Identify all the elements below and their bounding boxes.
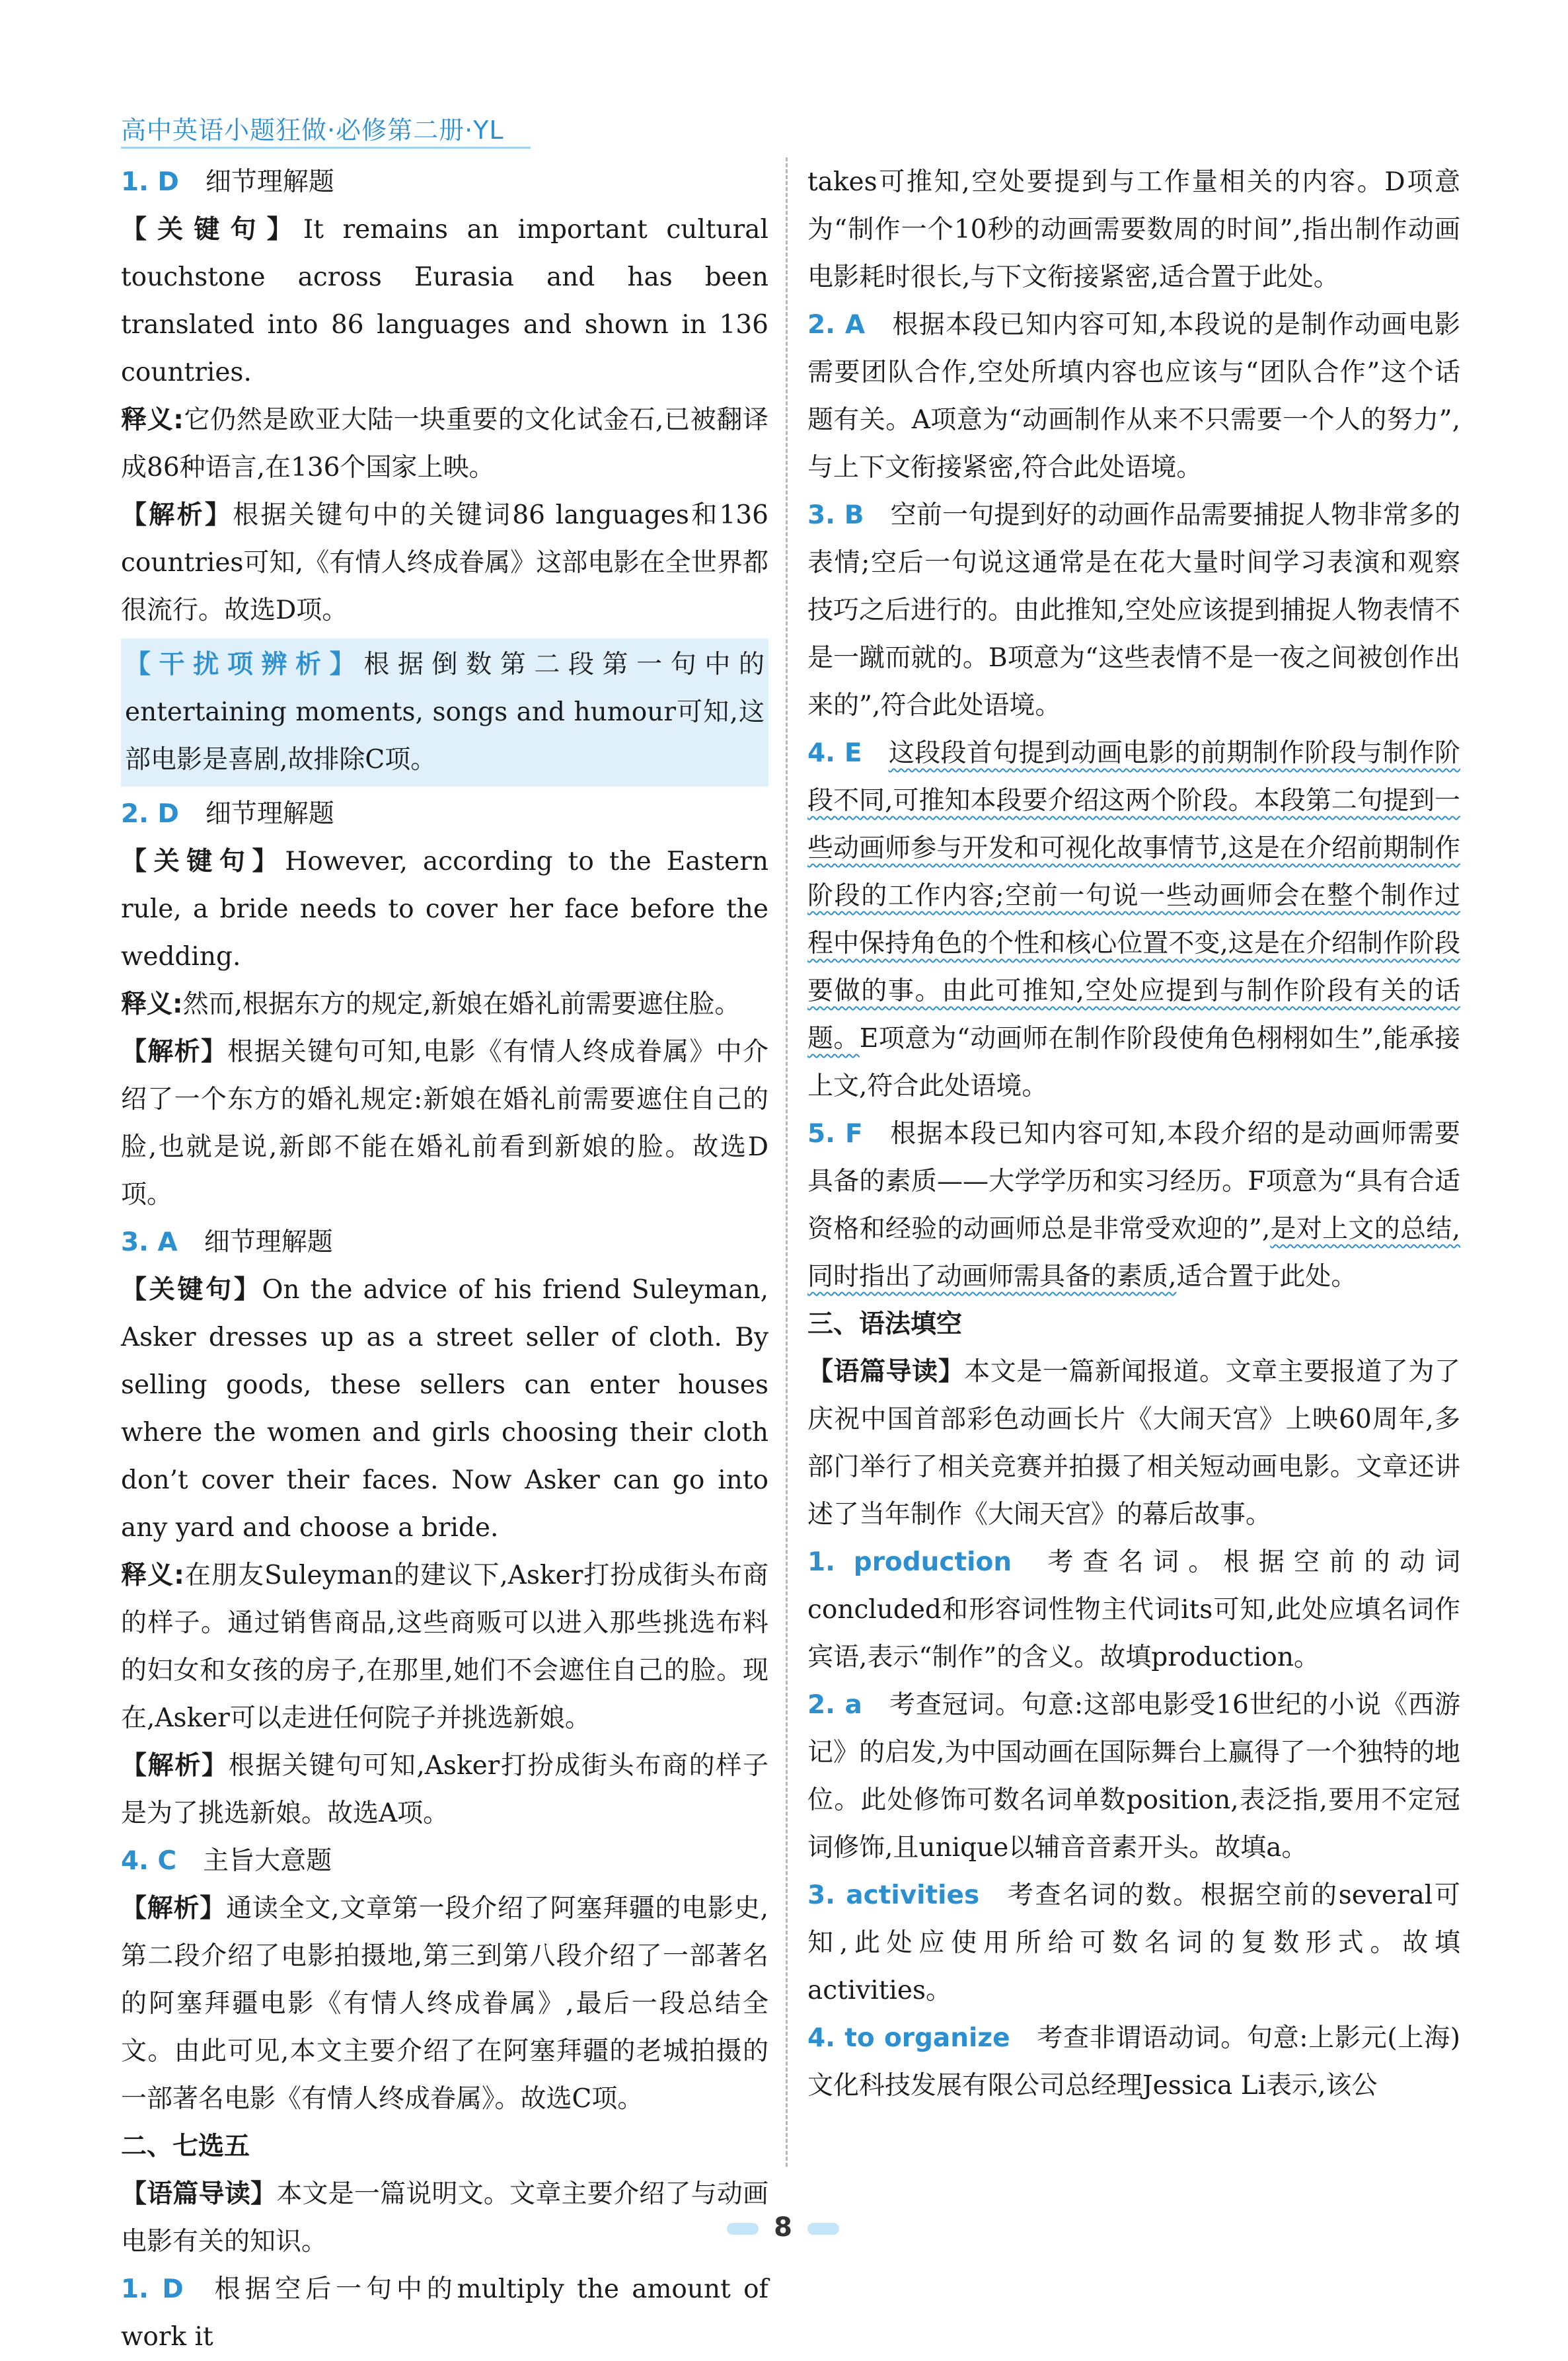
running-header: 高中英语小题狂做·必修第二册·YL [121,116,504,145]
q4-analysis: 【解析】通读全文,文章第一段介绍了阿塞拜疆的电影史,第二段介绍了电影拍摄地,第三到第八段介绍了一部著名的阿塞拜疆电影《有情人终成眷属》,最后一段总结全文。由此可见,本文主要介绍了在阿塞拜疆的老城拍摄的一部著名电影《有情人终成眷属》。故选C项。 [121,1894,768,2114]
distractor-box: 【干扰项辨析】根据倒数第二段第一句中的entertaining moments, songs and humour可知,这部电影是喜剧,故排除C项。 [121,639,768,787]
section-3-guide: 【语篇导读】本文是一篇新闻报道。文章主要报道了为了庆祝中国首部彩色动画长片《大闹天宫》上映60周年,多部门举行了相关竞赛并拍摄了相关短动画电影。文章还讲述了当年制作《大闹天宫》的幕后故事。 [807,1357,1460,1529]
g-q3: 3. activities 考查名词的数。根据空前的several可知,此处应使用所给可数名词的复数形式。故填activities。 [807,1880,1461,2005]
translation-tag: 释义: [121,405,184,435]
section-3-title: 三、语法填空 [807,1309,963,1339]
right-column [807,159,1460,2110]
q1-translation: 释义:它仍然是欧亚大陆一块重要的文化试金石,已被翻译成86种语言,在136个国家上映。 [121,405,768,483]
analysis-tag: 【解析】 [121,500,233,530]
section-2-guide: 【语篇导读】本文是一篇说明文。文章主要介绍了与动画电影有关的知识。 [121,2179,768,2257]
page-number-text: 8 [774,2212,792,2243]
header-rule [121,147,531,149]
q1-key: 【关键句】It remains an important cultural touchstone across Eurasia and has been translated into 86 languages and shown in 136 countries. [121,215,768,387]
s2-q3: 3. B 空前一句提到好的动画作品需要捕捉人物非常多的表情;空后一句说这通常是在花大量时间学习表演和观察技巧之后进行的。由此推知,空处应该提到捕捉人物表情不是一蹴而就的。B项意为“这些表情不是一夜之间被创作出来的”,符合此处语境。 [807,500,1460,720]
g-q4: 4. to organize 考查非谓语动词。句意:上影元(上海)文化科技发展有限公司总经理Jessica Li表示,该公 [807,2023,1460,2101]
wavy-underline-text: 这段段首句提到动画电影的前期制作阶段与制作阶段不同,可推知本段要介绍这两个阶段。本段第二句提到一些动画师参与开发和可视化故事情节,这是在介绍前期制作阶段的工作内容;空前一句说一些动画师会在整个制作过程中保持角色的个性和核心位置不变,这是在介绍制作阶段要做的事。由此可推知,空处应提到与制作阶段有关的话题。 [807,738,1460,1054]
q2-translation: 释义:然而,根据东方的规定,新娘在婚礼前需要遮住脸。 [121,989,741,1019]
q2-heading: 2. D 细节理解题 [121,799,334,829]
g-q1: 1. production 考查名词。根据空前的动词concluded和形容词性物主代词its可知,此处应填名词作宾语,表示“制作”的含义。故填production。 [807,1547,1460,1672]
q3-analysis: 【解析】根据关键句可知,Asker打扮成街头布商的样子是为了挑选新娘。故选A项。 [121,1751,768,1828]
distractor-tag: 【干扰项辨析】 [125,650,364,679]
q1-heading [121,159,768,206]
s2-q1: 1. D 根据空后一句中的multiply the amount of work it [121,2274,768,2352]
q4-heading: 4. C 主旨大意题 [121,1846,332,1876]
q4-number: 4. C [121,1846,177,1876]
q3-key: 【关键句】On the advice of his friend Suleyman, Asker dresses up as a street seller of cloth. By selling goods, these sellers can enter houses where the women and girls choosing their cloth don’t cover their faces. Now Asker can go into any yard and choose a bride. [121,1275,768,1543]
s2-q5: 5. F 根据本段已知内容可知,本段介绍的是动画师需要具备的素质——大学学历和实习经历。F项意为“具有合适资格和经验的动画师总是非常受欢迎的”,是对上文的总结,同时指出了动画师需具备的素质,适合置于此处。 [807,1119,1460,1292]
s2-q2: 2. A 根据本段已知内容可知,本段说的是制作动画电影需要团队合作,空处所填内容也应该与“团队合作”这个话题有关。A项意为“动画制作从来不只需要一个人的努力”,与上下文衔接紧密,符合此处语境。 [807,310,1460,483]
wavy-underline-text: 是对上文的总结,同时指出了动画师需具备的素质, [807,1214,1460,1292]
q1-analysis: 【解析】根据关键句中的关键词86 languages和136 countries可知,《有情人终成眷属》这部电影在全世界都很流行。故选D项。 [121,500,768,625]
g-q2: 2. a 考查冠词。句意:这部电影受16世纪的小说《西游记》的启发,为中国动画在国际舞台上赢得了一个独特的地位。此处修饰可数名词单数position,表泛指,要用不定冠词修饰,且unique以辅音音素开头。故填a。 [807,1690,1460,1863]
left-column [121,159,768,2361]
q3-translation: 释义:在朋友Suleyman的建议下,Asker打扮成街头布商的样子。通过销售商品,这些商贩可以进入那些挑选布料的妇女和女孩的房子,在那里,她们不会遮住自己的脸。现在,Asker可以走进任何院子并挑选新娘。 [121,1561,768,1733]
q2-key: 【关键句】However, according to the Eastern rule, a bride needs to cover her face before the wedding. [121,847,768,972]
q3-number: 3. A [121,1227,178,1257]
column-divider [786,157,788,2167]
q1-number: 1. D [121,167,179,197]
s2-q4: 4. E 这段段首句提到动画电影的前期制作阶段与制作阶段不同,可推知本段要介绍这两个阶段。本段第二句提到一些动画师参与开发和可视化故事情节,这是在介绍前期制作阶段的工作内容;空前一句说一些动画师会在整个制作过程中保持角色的个性和核心位置不变,这是在介绍制作阶段要做的事。由此可推知,空处应提到与制作阶段有关的话题。E项意为“动画师在制作阶段使角色栩栩如生”,能承接上文,符合此处语境。 [807,738,1460,1101]
q2-number: 2. D [121,799,179,829]
section-2-title: 二、七选五 [121,2132,250,2161]
q3-heading: 3. A 细节理解题 [121,1227,333,1257]
key-sentence-tag: 【关键句】 [121,215,303,245]
q2-analysis: 【解析】根据关键句可知,电影《有情人终成眷属》中介绍了一个东方的婚礼规定:新娘在婚礼前需要遮住自己的脸,也就是说,新郎不能在婚礼前看到新娘的脸。故选D项。 [121,1037,768,1210]
q1-type: 细节理解题 [205,167,334,197]
s2-q1-continued: takes可推知,空处要提到与工作量相关的内容。D项意为“制作一个10秒的动画需要数周的时间”,指出制作动画电影耗时很长,与下文衔接紧密,适合置于此处。 [807,167,1460,292]
page-number [727,2212,839,2241]
